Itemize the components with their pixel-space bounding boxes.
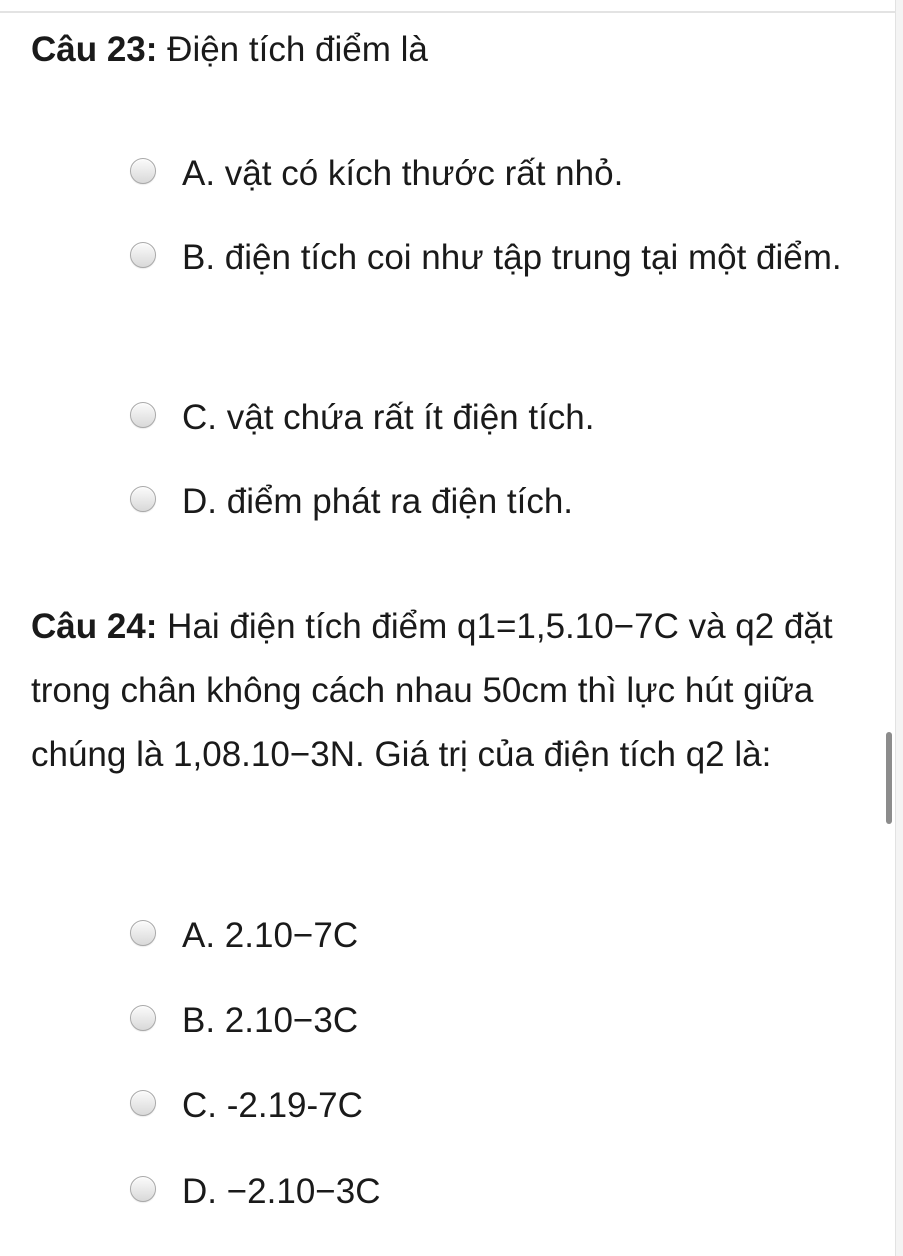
option-label: A. 2.10−7C [182,916,359,955]
radio-button[interactable] [130,1176,156,1202]
option-label: B. 2.10−3C [182,1001,359,1040]
q23-option-a[interactable] [130,152,880,212]
question-24 [31,595,886,787]
question-23 [31,18,886,82]
option-label: D. điểm phát ra điện tích. [182,482,574,521]
question-23-text: Điện tích điểm là [157,30,428,69]
q24-option-c[interactable] [130,1084,880,1144]
option-label: A. vật có kích thước rất nhỏ. [182,154,624,193]
radio-button[interactable] [130,402,156,428]
option-label: D. −2.10−3C [182,1172,381,1211]
option-label: C. vật chứa rất ít điện tích. [182,398,595,437]
question-23-label: Câu 23: [31,30,158,69]
radio-button[interactable] [130,1005,156,1031]
radio-button[interactable] [130,486,156,512]
question-24-label: Câu 24: [31,607,158,646]
q24-option-d[interactable] [130,1170,880,1230]
q24-option-b[interactable] [130,999,880,1059]
radio-button[interactable] [130,158,156,184]
q23-option-d[interactable] [130,480,880,540]
q23-option-b[interactable] [130,236,880,296]
option-label: B. điện tích coi như tập trung tại một điểm. [182,238,842,277]
radio-button[interactable] [130,242,156,268]
scrollbar-thumb[interactable] [886,732,892,824]
question-24-text: Hai điện tích điểm q1=1,5.10−7C và q2 đặt trong chân không cách nhau 50cm thì lực hút giữa chúng là 1,08.10−3N. Giá trị của điện tích q2 là: [31,607,833,774]
q23-option-c[interactable] [130,396,880,456]
top-divider [0,11,903,13]
q24-option-a[interactable] [130,914,880,974]
scrollbar-track[interactable] [895,0,903,1256]
radio-button[interactable] [130,1090,156,1116]
radio-button[interactable] [130,920,156,946]
option-label: C. -2.19-7C [182,1086,363,1125]
